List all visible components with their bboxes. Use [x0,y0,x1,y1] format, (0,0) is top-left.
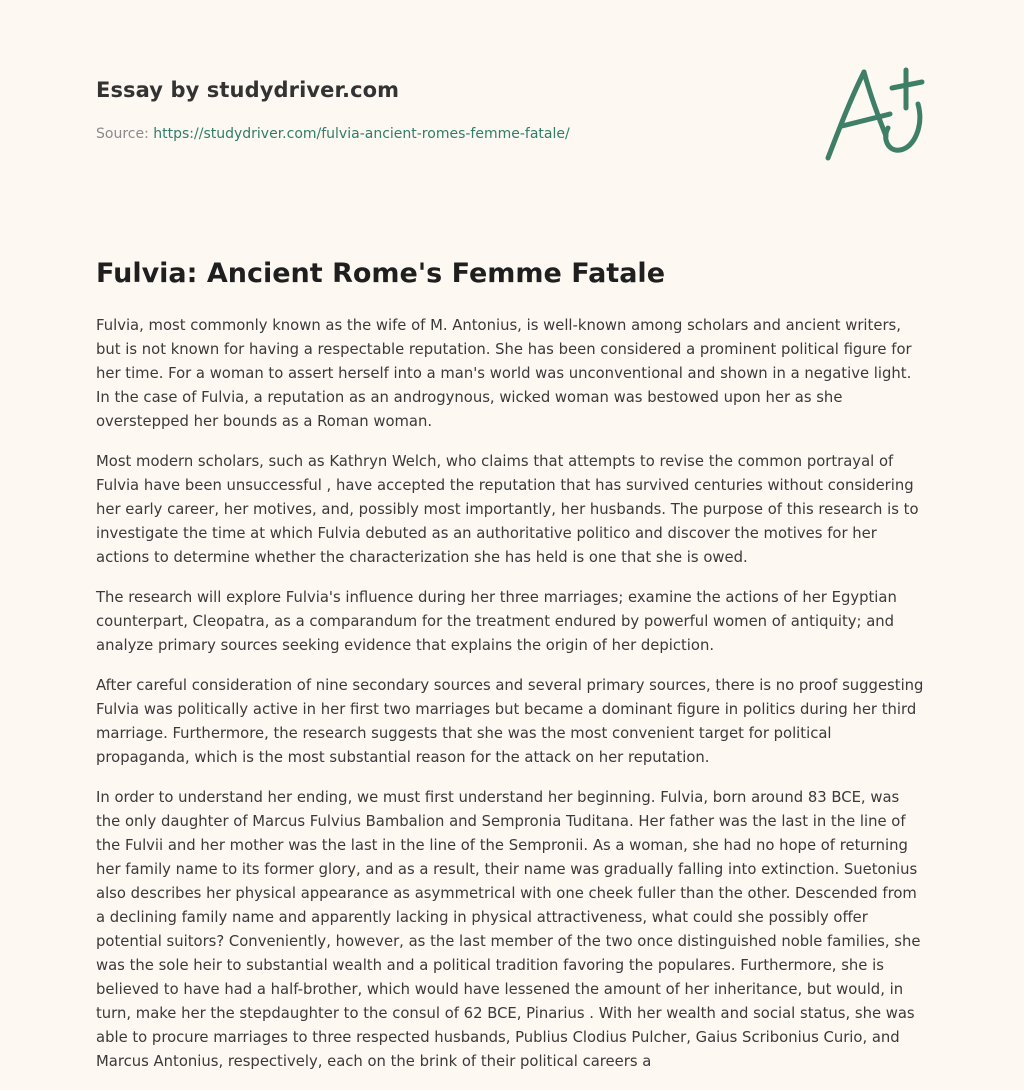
paragraph: The research will explore Fulvia's influence during her three marriages; examine the actions of her Egyptian counterpart, Cleopatra, as a comparandum for the treatment endured by powerful women of antiquity; and analyze primary sources seeking evidence that explains the origin of her depiction. [96,589,897,654]
article-body [96,314,926,1090]
paragraph: Most modern scholars, such as Kathryn Welch, who claims that attempts to revise the common portrayal of Fulvia have been unsuccessful , have accepted the reputation that has survived centuries without considering her early career, her motives, and, possibly most importantly, her husbands. The purpose of this research is to investigate the time at which Fulvia debuted as an authoritative politico and discover the motives for her actions to determine whether the characterization she has held is one that she is owed. [96,453,919,566]
a-plus-logo-icon [818,64,928,164]
source-label: Source: [96,126,154,142]
source-line [96,124,736,144]
brand-title: Essay by studydriver.com [96,78,400,102]
paragraph: Fulvia, most commonly known as the wife of M. Antonius, is well-known among scholars and ancient writers, but is not known for having a respectable reputation. She has been considered a prominent political figure for her time. For a woman to assert herself into a man's world was unconventional and shown in a negative light. In the case of Fulvia, a reputation as an androgynous, wicked woman was bestowed upon her as she overstepped her bounds as a Roman woman. [96,317,912,430]
paragraph: In order to understand her ending, we must first understand her beginning. Fulvia, born around 83 BCE, was the only daughter of Marcus Fulvius Bambalion and Sempronia Tuditana. Her father was the last in the line of the Fulvii and her mother was the last in the line of the Sempronii. As a woman, she had no hope of returning her family name to its former glory, and as a result, their name was gradually falling into extinction. Suetonius also describes her physical appearance as asymmetrical with one cheek fuller than the other. Descended from a declining family name and apparently lacking in physical attractiveness, what could she possibly offer potential suitors? Conveniently, however, as the last member of the two once distinguished noble families, she was the sole heir to substantial wealth and a political tradition favoring the populares. Furthermore, she is believed to have had a half-brother, which would have lessened the amount of her inheritance, but would, in turn, make her the stepdaughter to the consul of 62 BCE, Pinarius . With her wealth and social status, she was able to procure marriages to three respected husbands, Publius Clodius Pulcher, Gaius Scribonius Curio, and Marcus Antonius, respectively, each on the brink of their political careers a [96,789,921,1070]
page-header [96,76,736,144]
paragraph: After careful consideration of nine secondary sources and several primary sources, there is no proof suggesting Fulvia was politically active in her first two marriages but became a dominant figure in politics during her third marriage. Furthermore, the research suggests that she was the most convenient target for political propaganda, which is the most substantial reason for the attack on her reputation. [96,677,924,766]
source-link[interactable]: https://studydriver.com/fulvia-ancient-romes-femme-fatale/ [153,126,570,142]
article-title: Fulvia: Ancient Rome's Femme Fatale [96,258,666,289]
